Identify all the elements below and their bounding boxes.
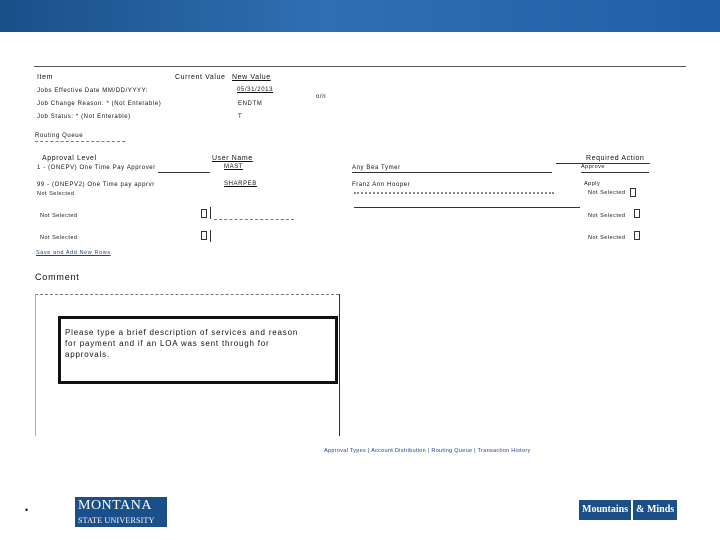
empty-row-1-dropdown-arrow[interactable]	[634, 209, 640, 218]
approval-action-2-dropdown-arrow[interactable]	[630, 188, 636, 197]
tagline-logo	[579, 500, 677, 520]
top-banner	[0, 0, 720, 32]
approval-level-1-rule	[158, 172, 210, 173]
tagline-left: Mountains	[579, 500, 631, 520]
comment-text: Please type a brief description of services and reason for payment and if an LOA was sent through for approvals.	[65, 328, 299, 359]
empty-row-1-user-rule	[214, 219, 294, 220]
footer-link-routing-queue[interactable]: Routing Queue	[431, 448, 473, 454]
approval-action-1: Approve	[581, 164, 605, 170]
approval-user-2: SHARPEB	[224, 181, 257, 187]
job-change-reason-label: Job Change Reason: * (Not Enterable)	[37, 101, 162, 107]
empty-row-2-divider	[210, 230, 211, 242]
logo-line-1: MONTANA	[78, 498, 152, 513]
empty-row-2-action-select[interactable]: Not Selected	[588, 235, 626, 241]
empty-row-1-name-rule	[354, 207, 580, 208]
approval-name-2: Franz Ann Hooper	[352, 182, 411, 188]
job-status-value: T	[238, 114, 243, 120]
required-action-header: Required Action	[586, 155, 645, 162]
current-value-column-header: Current Value	[175, 74, 226, 81]
footer-link-approval-types[interactable]: Approval Types	[324, 448, 367, 454]
side-label: o/n	[316, 94, 327, 100]
footer-link-transaction-history[interactable]: Transaction History	[477, 448, 531, 454]
comment-textarea[interactable]	[58, 316, 338, 384]
empty-row-1-divider	[210, 207, 211, 219]
footer-links: Approval Types | Account Distribution | Routing Queue | Transaction History	[324, 448, 531, 454]
approval-select-row2[interactable]: Not Selected	[37, 191, 75, 197]
approval-name-1: Any Bea Tymer	[352, 165, 401, 171]
empty-row-1-lookup-button[interactable]	[201, 209, 207, 218]
header-divider	[34, 66, 686, 67]
logo-line-2: STATE UNIVERSITY	[78, 516, 155, 525]
job-change-reason-value: ENDTM	[238, 101, 263, 107]
comment-top-rule	[35, 294, 339, 295]
footer-link-account-distribution[interactable]: Account Distribution	[371, 448, 427, 454]
user-name-header: User Name	[212, 155, 253, 162]
comment-left-rule	[35, 294, 36, 436]
approval-action-2: Apply	[584, 181, 601, 187]
empty-row-2-dropdown-arrow[interactable]	[634, 231, 640, 240]
msu-logo	[75, 497, 167, 527]
empty-row-1-level-select[interactable]: Not Selected	[40, 213, 78, 219]
approval-user-1: MAST	[224, 164, 244, 170]
effective-date-value: 05/31/2013	[237, 87, 274, 93]
routing-queue-heading: Routing Queue	[35, 133, 84, 139]
approval-name-1-rule	[352, 172, 552, 173]
routing-heading-underline	[35, 141, 125, 142]
empty-row-1-action-select[interactable]: Not Selected	[588, 213, 626, 219]
item-column-header: Item	[37, 74, 54, 81]
approval-level-header: Approval Level	[42, 155, 97, 162]
new-value-column-header: New Value	[232, 74, 271, 81]
approval-name-2-dotted-rule	[354, 192, 554, 194]
save-and-add-rows-link[interactable]: Save and Add New Rows	[36, 250, 111, 256]
empty-row-2-lookup-button[interactable]	[201, 231, 207, 240]
empty-row-2-level-select[interactable]: Not Selected	[40, 235, 78, 241]
approval-action-2-select[interactable]: Not Selected	[588, 190, 626, 196]
approval-level-1: 1 - (ONEPV) One Time Pay Approver	[37, 165, 156, 171]
comment-label: Comment	[35, 272, 80, 282]
comment-right-rule	[339, 294, 340, 436]
tagline-right: & Minds	[633, 500, 677, 520]
job-status-label: Job Status: * (Not Enterable)	[37, 114, 131, 120]
effective-date-label: Jobs Effective Date MM/DD/YYYY:	[37, 88, 149, 94]
approval-action-1-rule	[581, 172, 649, 173]
bullet-icon: •	[25, 505, 29, 515]
approval-level-2: 99 - (ONEPV2) One Time pay apprvr	[37, 182, 155, 188]
